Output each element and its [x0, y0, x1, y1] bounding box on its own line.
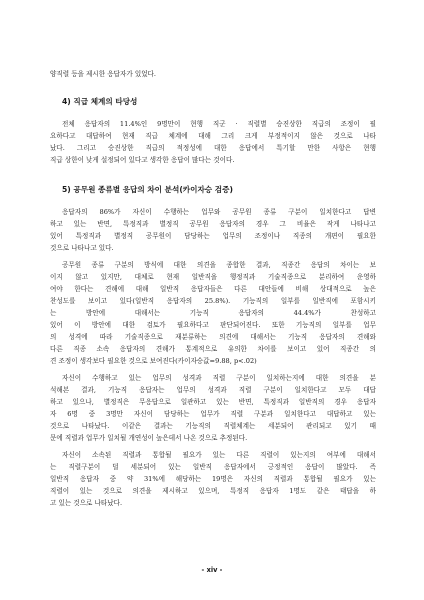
section-5-line: 는 직렬구분이 덜 세분되어 있는 일반직 응답자에서 긍정적인 응답이 많았다. 즉 [50, 463, 376, 471]
section-5-line: 자신이 수행하고 있는 업무의 성격과 직렬 구분이 일치하는지에 대한 의견을 분 [62, 374, 376, 382]
section-5-line: 여야 한다는 견해에 대해 일반직 응답자들은 다른 대안들에 비해 상대적으로 높은 [50, 285, 376, 293]
section-5-line: 석해본 결과, 기능직 응답자는 업무의 성격과 직렬 구분이 일치한다고 모두 대답 [50, 386, 376, 394]
section-4-line: 직급 상한이 낮게 설정되어 있다고 생각한 응답이 많다는 것이다. [50, 156, 235, 164]
section-5-line: 찬성도를 보이고 있다(일반직 응답자의 25.8%). 기능직의 일부를 일반직에 포함시키 [50, 297, 376, 305]
section-5-line: 것으로 나타나고 있다. [50, 244, 114, 252]
page-number: - xiv - [201, 566, 223, 574]
section-5-line: 다른 직종 소속 응답자의 견해가 통계적으로 유의한 차이를 보이고 있어 직종간 의 [50, 345, 376, 353]
section-5-heading: 5) 공무원 종류별 응답의 차이 분석(카이자승 검증) [62, 185, 233, 194]
section-5-line: 직렬이 있는 것으로 의견을 제시하고 있으며, 특정직 응답자 1명도 같은 태답을 하 [50, 487, 376, 495]
section-4-line: 났다. 그리고 승진상한 직급의 적정성에 대한 응답에서 특기할 만한 사항은 현행 [50, 144, 376, 152]
section-5-line: 문에 직렬과 업무가 일치될 개연성이 높은데서 나온 것으로 추정된다. [50, 434, 248, 442]
section-4-line: 전체 응답자의 11.4%인 9명만이 현행 직군 · 직렬별 승진상한 직급의 조정이 필 [62, 120, 376, 128]
intro-line: 양직렬 등을 제시한 응답자가 있었다. [50, 70, 157, 78]
section-5-line: 있어 특정직과 별정직 공무원이 담당하는 업무의 조정이나 직종의 개편이 필요한 [50, 232, 376, 240]
section-5-line: 견 조정이 생각보다 필요한 것으로 보여진다(카이자승값=9.88, p<.02) [50, 357, 257, 365]
section-5-line: 있어 이 방안에 대한 검토가 필요하다고 판단되어진다. 또한 기능직의 일부를 업무 [50, 321, 376, 329]
section-5-line: 는 방안에 대해서는 기능직 응답자의 44.4%가 찬성하고 [50, 309, 376, 317]
section-5-line: 일반직 응답자 중 약 31%에 해당하는 19명은 자신의 직렬과 통합될 필요가 있는 [50, 475, 376, 483]
section-5-line: 자 6명 중 3명만 자신이 담당하는 업무가 직렬 구분과 일치한다고 대답하고 있는 [50, 410, 376, 418]
section-5-line: 것으로 나타났다. 이같은 결과는 기능직의 직렬체계는 세분되어 관리되고 있기 때 [50, 422, 376, 430]
section-5-line: 자신이 소속된 직렬과 통합될 필요가 있는 다른 직렬이 있는지의 여부에 대해서 [62, 451, 376, 459]
section-5-line: 응답자의 86%가 자신이 수행하는 업무와 공무원 종류 구분이 일치한다고 답변 [62, 208, 376, 216]
section-5-line: 이지 않고 있지만, 대체로 현재 일반직을 행정직과 기술직종으로 분리하여 운영하 [50, 273, 376, 281]
section-4-heading: 4) 직급 체계의 타당성 [62, 97, 138, 106]
section-5-line: 하고 있으나, 별정직은 무응답으로 일관하고 있는 반면, 특정직과 일반직의 경우 응답자 [50, 398, 376, 406]
section-5-line: 공무원 종류 구분의 방식에 대한 의견을 종합한 결과, 직종간 응답의 차이는 보 [62, 261, 376, 269]
section-5-line: 고 있는 것으로 나타났다. [50, 499, 123, 507]
section-4-line: 요하다고 대답하여 현재 직급 체계에 대해 그리 크게 부정적이지 않은 것으로 나타 [50, 132, 376, 140]
section-5-line: 의 성격에 따라 기술직종으로 재분류하는 의견에 대해서는 기능직 응답자의 견해와 [50, 333, 376, 341]
section-5-line: 하고 있는 반면, 특정직과 별정직 공무원 응답자의 경우 그 비율은 작게 나타나고 [50, 220, 376, 228]
